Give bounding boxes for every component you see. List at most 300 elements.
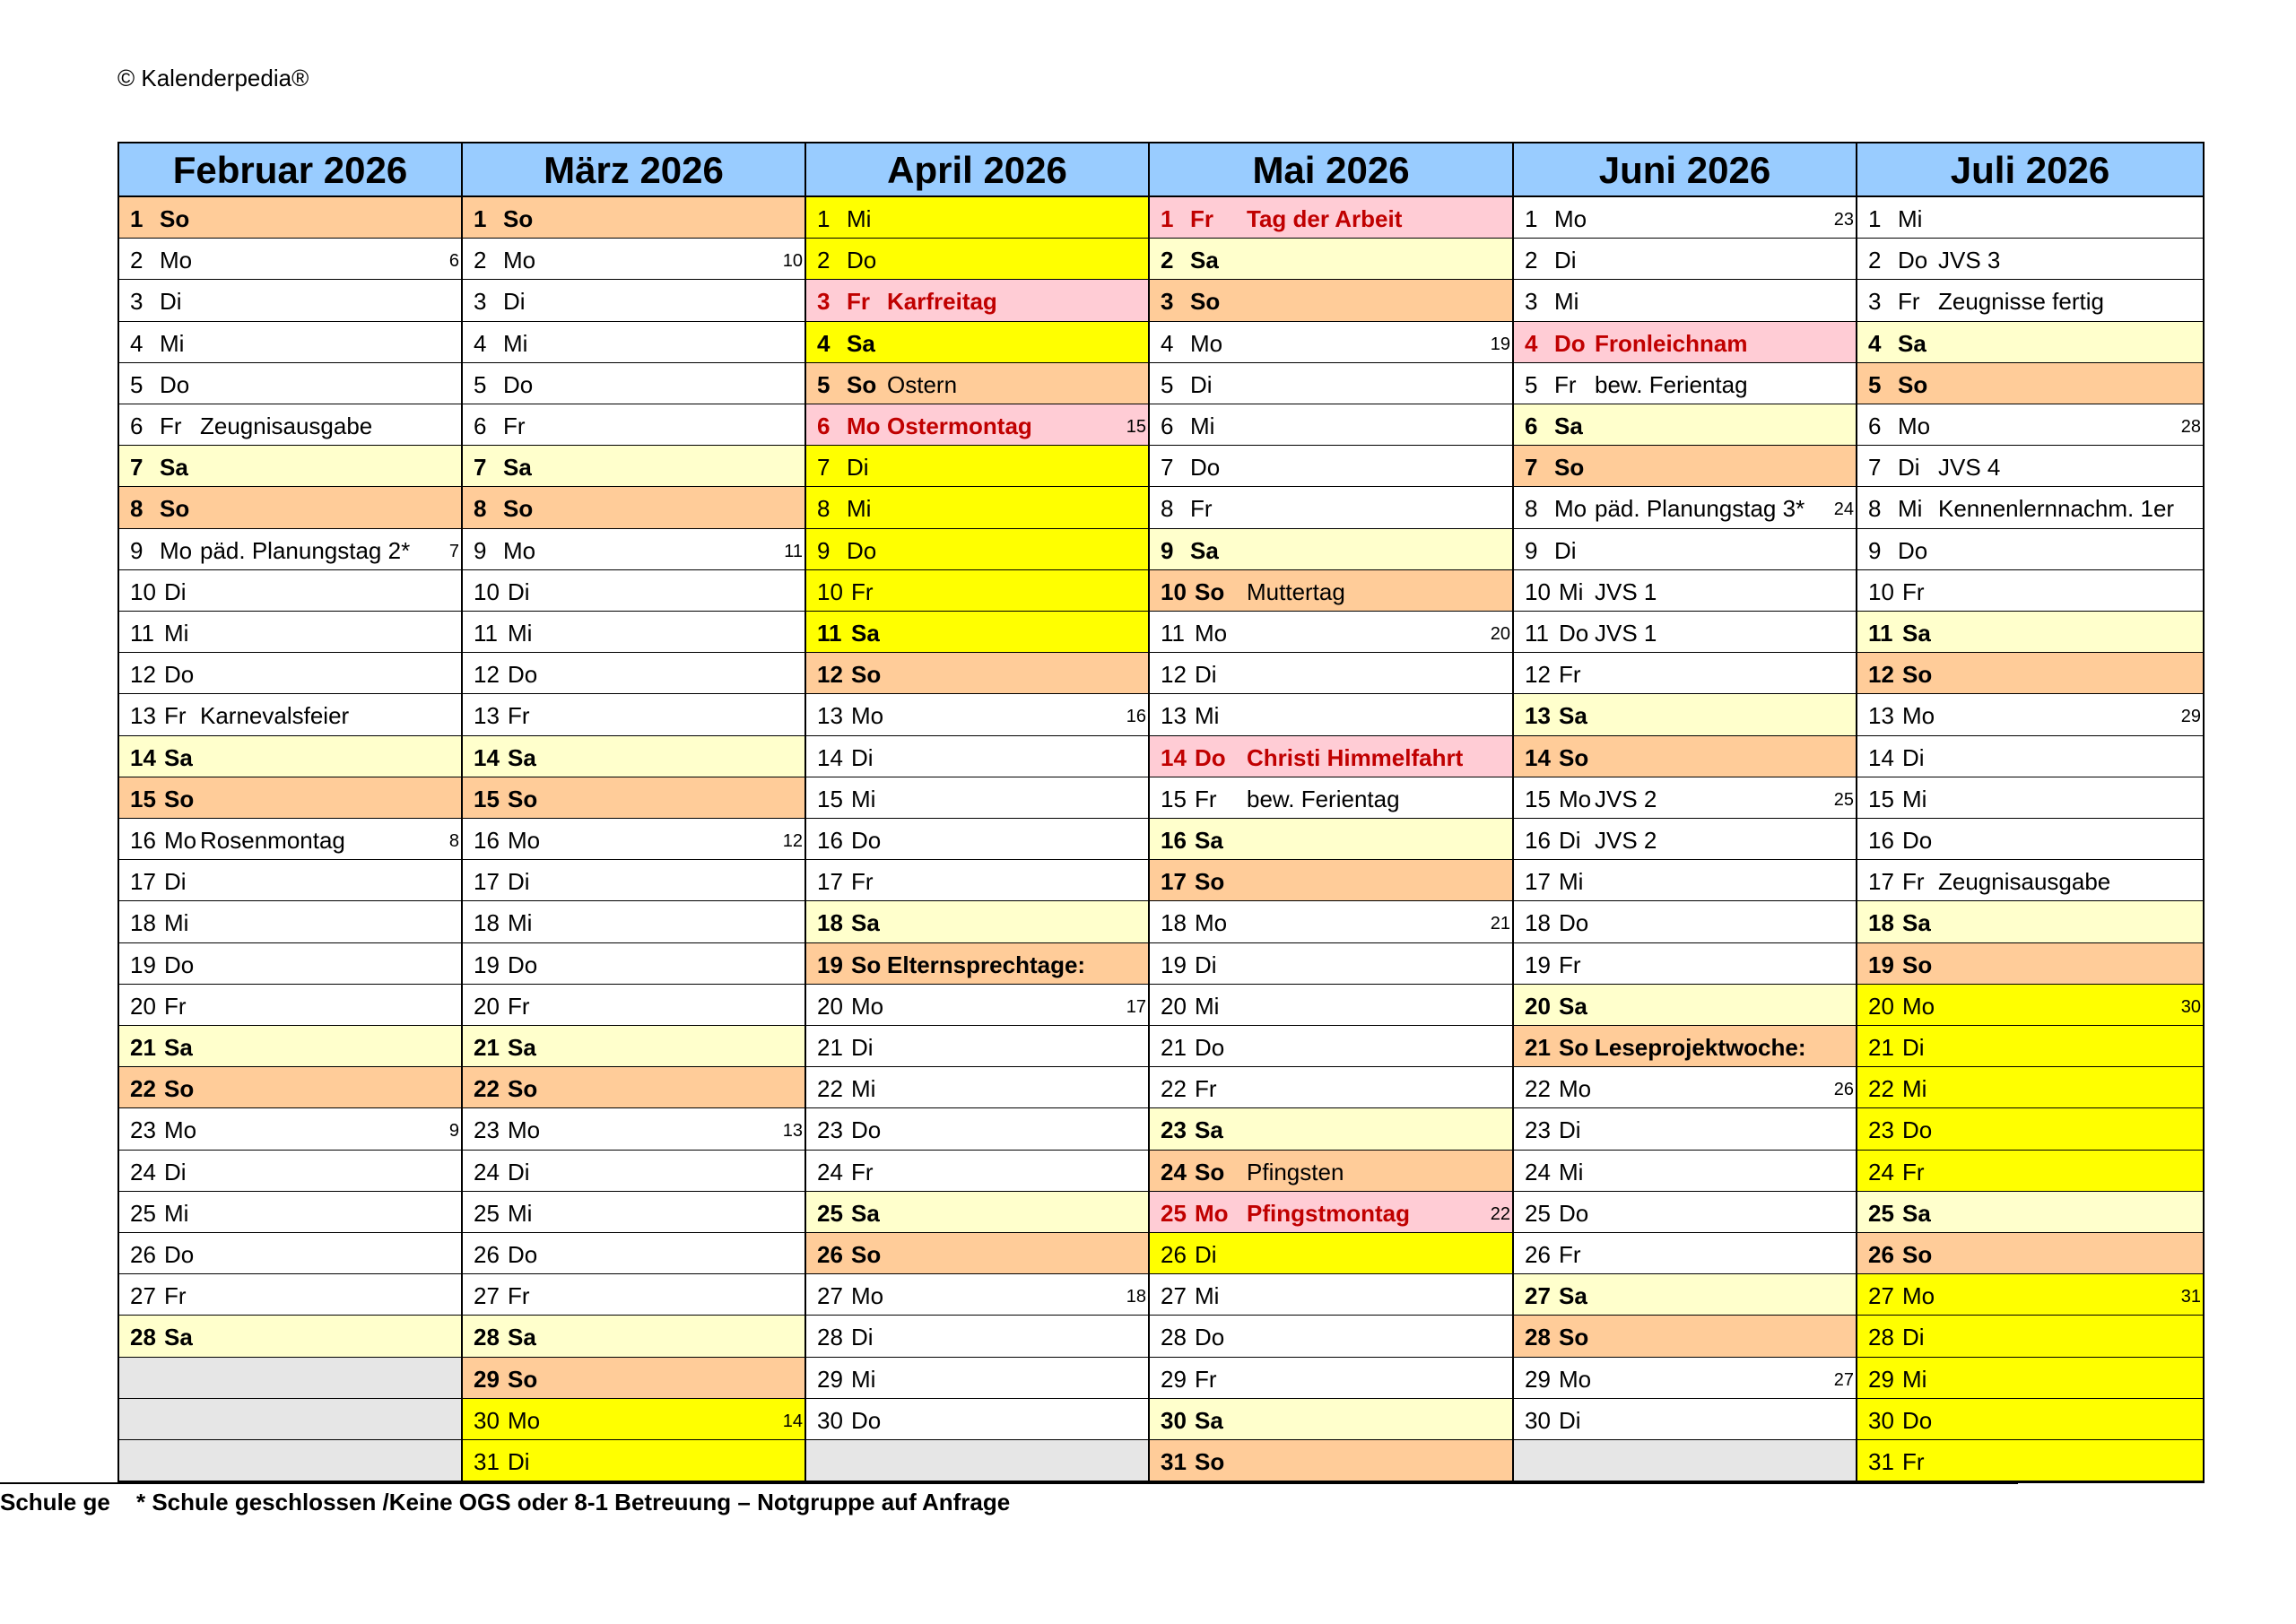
month-header: Februar 2026 [119, 143, 461, 197]
event-label: JVS 4 [1938, 454, 2001, 482]
week-number: 22 [1490, 1203, 1510, 1224]
day-cell [1150, 280, 1512, 321]
weekday-label: So [1559, 1324, 1589, 1351]
day-cell [463, 736, 804, 777]
day-number: 30 [474, 1406, 500, 1434]
day-number: 11 [130, 620, 154, 647]
day-number: 2 [474, 247, 487, 274]
day-number: 27 [1868, 1282, 1894, 1310]
weekday-label: Di [851, 1034, 874, 1061]
footer-divider [0, 1482, 2018, 1484]
weekday-label: Di [1902, 1034, 1925, 1061]
day-number: 30 [1525, 1406, 1551, 1434]
day-cell [1857, 1067, 2203, 1108]
weekday-label: Mo [1554, 495, 1587, 523]
day-number: 5 [817, 370, 831, 398]
weekday-label: Mo [1190, 329, 1223, 357]
day-cell [119, 446, 461, 487]
month-header: März 2026 [463, 143, 804, 197]
day-cell [119, 736, 461, 777]
day-cell [1857, 446, 2203, 487]
weekday-label: Fr [1902, 868, 1925, 896]
event-label: Karnevalsfeier [200, 702, 350, 730]
day-number: 21 [130, 1034, 156, 1061]
day-cell [1514, 529, 1856, 570]
day-cell [806, 322, 1148, 363]
day-number: 5 [474, 370, 487, 398]
day-number: 19 [1868, 951, 1894, 978]
day-number: 8 [1525, 495, 1538, 523]
event-label: Ostermontag [887, 413, 1032, 439]
day-cell [1150, 1108, 1512, 1150]
day-cell [463, 1192, 804, 1233]
month-column [806, 143, 1150, 1481]
event-label: JVS 1 [1595, 578, 1657, 605]
day-cell [1857, 363, 2203, 404]
day-number: 3 [1161, 288, 1174, 316]
weekday-label: Mo [851, 1282, 884, 1310]
day-cell [1857, 404, 2203, 446]
day-number: 22 [1161, 1075, 1187, 1103]
day-cell [463, 1151, 804, 1192]
footer-note: * Schule geschlossen /Keine OGS oder 8-1 Betreuung – Notgruppe auf Anfrage [136, 1489, 1011, 1515]
weekday-label: Fr [1195, 1365, 1217, 1393]
day-number: 22 [1868, 1075, 1894, 1103]
weekday-label: Mo [1898, 413, 1931, 439]
week-number: 26 [1833, 1080, 1854, 1100]
day-number: 4 [1161, 329, 1174, 357]
weekday-label: Sa [164, 743, 193, 771]
day-number: 29 [474, 1365, 500, 1393]
weekday-label: Mi [847, 495, 872, 523]
weekday-label: Fr [1559, 661, 1581, 689]
day-cell [1514, 322, 1856, 363]
day-number: 24 [1868, 1158, 1894, 1185]
day-number: 16 [1161, 827, 1187, 854]
day-cell [1150, 529, 1512, 570]
weekday-label: So [160, 495, 190, 523]
day-number: 23 [817, 1116, 843, 1144]
weekday-label: Sa [508, 1034, 536, 1061]
weekday-label: Do [847, 536, 877, 564]
day-cell [1857, 1399, 2203, 1440]
day-number: 18 [474, 909, 500, 937]
day-cell [463, 1108, 804, 1150]
day-cell [806, 1151, 1148, 1192]
weekday-label: Mi [1559, 578, 1584, 605]
day-cell [806, 1108, 1148, 1150]
day-number: 28 [1525, 1324, 1551, 1351]
day-cell [806, 736, 1148, 777]
weekday-label: Di [164, 578, 187, 605]
empty-cell [119, 1358, 461, 1399]
day-number: 11 [1525, 620, 1549, 647]
day-number: 20 [817, 992, 843, 1020]
day-number: 29 [1868, 1365, 1894, 1393]
day-number: 26 [130, 1241, 156, 1268]
weekday-label: Do [1195, 743, 1226, 771]
day-number: 28 [1868, 1324, 1894, 1351]
weekday-label: Do [1898, 247, 1928, 274]
day-number: 23 [1161, 1116, 1187, 1144]
day-cell [1150, 985, 1512, 1026]
weekday-label: So [1195, 1158, 1225, 1185]
day-number: 15 [1868, 785, 1894, 812]
day-number: 4 [130, 329, 144, 357]
weekday-label: Mi [164, 909, 189, 937]
day-number: 9 [474, 536, 487, 564]
day-number: 21 [817, 1034, 843, 1061]
weekday-label: Fr [503, 413, 526, 439]
weekday-label: Sa [851, 620, 880, 647]
day-number: 30 [1161, 1406, 1187, 1434]
weekday-label: Mi [1902, 1365, 1927, 1393]
day-number: 24 [1161, 1158, 1187, 1185]
day-cell [1514, 1399, 1856, 1440]
day-number: 6 [474, 413, 487, 439]
weekday-label: Do [1190, 454, 1221, 482]
day-number: 12 [1161, 661, 1187, 689]
day-number: 31 [1868, 1448, 1894, 1475]
day-number: 17 [1868, 868, 1894, 896]
day-number: 2 [1525, 247, 1538, 274]
weekday-label: So [503, 495, 534, 523]
weekday-label: Do [1559, 620, 1589, 647]
day-number: 7 [130, 454, 144, 482]
day-number: 25 [474, 1199, 500, 1227]
weekday-label: Fr [1902, 1448, 1925, 1475]
day-number: 1 [817, 205, 831, 232]
day-number: 30 [1868, 1406, 1894, 1434]
week-number: 9 [448, 1121, 459, 1142]
day-cell [1857, 487, 2203, 528]
event-label: JVS 2 [1595, 785, 1657, 812]
day-cell [1514, 404, 1856, 446]
weekday-label: So [1902, 661, 1933, 689]
day-cell [1514, 487, 1856, 528]
day-number: 6 [1868, 413, 1882, 439]
empty-cell [1514, 1440, 1856, 1481]
day-number: 11 [817, 620, 842, 647]
day-cell [1857, 1440, 2203, 1481]
weekday-label: Fr [164, 702, 187, 730]
weekday-label: Fr [851, 868, 874, 896]
day-cell [1857, 653, 2203, 694]
weekday-label: Do [1898, 536, 1928, 564]
day-number: 20 [474, 992, 500, 1020]
weekday-label: Fr [508, 1282, 530, 1310]
weekday-label: Di [164, 1158, 187, 1185]
day-cell [1514, 1358, 1856, 1399]
day-number: 14 [1525, 743, 1551, 771]
day-cell [1514, 901, 1856, 942]
day-cell [463, 819, 804, 860]
day-cell [1514, 1316, 1856, 1357]
weekday-label: Sa [1559, 992, 1587, 1020]
day-cell [1150, 736, 1512, 777]
day-number: 26 [1868, 1241, 1894, 1268]
day-number: 24 [130, 1158, 156, 1185]
day-number: 11 [474, 620, 498, 647]
day-cell [1514, 1274, 1856, 1316]
weekday-label: Do [164, 661, 195, 689]
day-number: 5 [1525, 370, 1538, 398]
weekday-label: Mo [164, 1116, 197, 1144]
weekday-label: Di [503, 288, 526, 316]
weekday-label: Mo [1902, 702, 1935, 730]
day-number: 3 [130, 288, 144, 316]
weekday-label: Do [164, 951, 195, 978]
day-cell [463, 860, 804, 901]
weekday-label: Sa [1195, 1406, 1223, 1434]
day-number: 12 [130, 661, 156, 689]
week-number: 6 [448, 251, 459, 272]
day-number: 22 [130, 1075, 156, 1103]
weekday-label: Do [1559, 1199, 1589, 1227]
day-number: 4 [817, 329, 831, 357]
weekday-label: Di [164, 868, 187, 896]
month-header: Juni 2026 [1514, 143, 1856, 197]
day-cell [119, 280, 461, 321]
day-number: 15 [817, 785, 843, 812]
weekday-label: So [164, 1075, 195, 1103]
day-cell [1514, 1026, 1856, 1067]
day-cell [1150, 901, 1512, 942]
weekday-label: So [508, 785, 538, 812]
day-cell [1857, 322, 2203, 363]
day-number: 27 [1525, 1282, 1551, 1310]
weekday-label: Mi [851, 785, 876, 812]
day-cell [806, 1026, 1148, 1067]
day-number: 18 [1868, 909, 1894, 937]
day-number: 19 [817, 951, 843, 978]
day-number: 25 [1525, 1199, 1551, 1227]
day-number: 13 [1525, 702, 1551, 730]
day-cell [119, 1108, 461, 1150]
day-number: 16 [130, 827, 156, 854]
day-number: 28 [474, 1324, 500, 1351]
weekday-label: So [851, 951, 882, 978]
weekday-label: Sa [508, 743, 536, 771]
day-number: 26 [1161, 1241, 1187, 1268]
day-number: 19 [1161, 951, 1187, 978]
day-number: 27 [474, 1282, 500, 1310]
day-cell [1150, 1151, 1512, 1192]
day-number: 17 [817, 868, 843, 896]
day-number: 10 [1525, 578, 1551, 605]
weekday-label: Sa [1190, 247, 1219, 274]
weekday-label: Mo [847, 413, 881, 439]
day-number: 23 [1525, 1116, 1551, 1144]
weekday-label: So [1902, 1241, 1933, 1268]
day-cell [119, 612, 461, 653]
empty-cell [119, 1440, 461, 1481]
weekday-label: Fr [1195, 785, 1217, 812]
day-number: 9 [817, 536, 831, 564]
empty-cell [119, 1399, 461, 1440]
week-number: 19 [1490, 334, 1510, 354]
day-number: 3 [817, 288, 831, 316]
day-cell [806, 1316, 1148, 1357]
day-number: 25 [817, 1199, 843, 1227]
copyright-text: © Kalenderpedia® [117, 65, 309, 91]
month-column [463, 143, 806, 1481]
week-number: 24 [1833, 499, 1854, 520]
day-cell [1150, 860, 1512, 901]
day-cell [806, 363, 1148, 404]
weekday-label: Sa [1554, 413, 1583, 439]
weekday-label: Do [1902, 827, 1933, 854]
day-cell [463, 446, 804, 487]
day-cell [1514, 1151, 1856, 1192]
day-number: 31 [1161, 1448, 1187, 1475]
day-cell [1857, 1026, 2203, 1067]
day-number: 20 [1525, 992, 1551, 1020]
day-cell [1150, 943, 1512, 985]
day-cell [463, 1233, 804, 1274]
weekday-label: Di [508, 578, 530, 605]
weekday-label: So [503, 205, 534, 232]
weekday-label: Mi [1559, 1158, 1584, 1185]
weekday-label: So [160, 205, 190, 232]
day-cell [1150, 570, 1512, 612]
weekday-label: Do [1902, 1116, 1933, 1144]
event-label: Ostern [887, 370, 958, 398]
weekday-label: Sa [160, 454, 188, 482]
day-cell [1857, 1192, 2203, 1233]
day-cell [806, 943, 1148, 985]
weekday-label: Mo [1559, 1075, 1592, 1103]
weekday-label: Mi [503, 329, 528, 357]
day-cell [1514, 943, 1856, 985]
day-cell [1150, 404, 1512, 446]
day-cell [463, 1067, 804, 1108]
day-number: 18 [1161, 909, 1187, 937]
day-cell [119, 487, 461, 528]
week-number: 16 [1126, 707, 1146, 727]
day-number: 5 [1161, 370, 1174, 398]
weekday-label: Di [1902, 1324, 1925, 1351]
event-label: Elternsprechtage: [887, 951, 1086, 978]
event-label: Leseprojektwoche: [1595, 1034, 1806, 1061]
weekday-label: Fr [851, 1158, 874, 1185]
weekday-label: Sa [164, 1034, 193, 1061]
day-number: 22 [1525, 1075, 1551, 1103]
day-cell [119, 901, 461, 942]
day-cell [1857, 1316, 2203, 1357]
day-number: 6 [1525, 413, 1538, 439]
event-label: Zeugnisse fertig [1938, 288, 2104, 316]
day-number: 20 [130, 992, 156, 1020]
day-cell [119, 197, 461, 239]
day-cell [1857, 1274, 2203, 1316]
day-cell [1150, 487, 1512, 528]
day-cell [1150, 1233, 1512, 1274]
event-label: Pfingsten [1247, 1158, 1344, 1185]
day-number: 7 [474, 454, 487, 482]
day-cell [119, 653, 461, 694]
day-number: 23 [130, 1116, 156, 1144]
weekday-label: Fr [1898, 288, 1920, 316]
day-cell [463, 653, 804, 694]
day-number: 23 [474, 1116, 500, 1144]
weekday-label: Mo [508, 827, 541, 854]
weekday-label: Mo [508, 1116, 541, 1144]
weekday-label: Fr [1195, 1075, 1217, 1103]
weekday-label: Mi [1898, 495, 1923, 523]
weekday-label: Do [1195, 1034, 1225, 1061]
day-cell [463, 280, 804, 321]
day-number: 26 [817, 1241, 843, 1268]
day-cell [119, 943, 461, 985]
weekday-label: Sa [847, 329, 875, 357]
day-cell [806, 446, 1148, 487]
day-number: 7 [1868, 454, 1882, 482]
weekday-label: Fr [1559, 1241, 1581, 1268]
day-number: 6 [1161, 413, 1174, 439]
day-cell [1857, 570, 2203, 612]
day-cell [119, 363, 461, 404]
day-number: 21 [474, 1034, 500, 1061]
day-number: 24 [1525, 1158, 1551, 1185]
day-cell [1150, 1067, 1512, 1108]
weekday-label: Sa [851, 1199, 880, 1227]
weekday-label: Mi [164, 1199, 189, 1227]
day-cell [1514, 736, 1856, 777]
weekday-label: Mo [1195, 1199, 1229, 1227]
day-number: 2 [130, 247, 144, 274]
day-number: 29 [817, 1365, 843, 1393]
day-cell [119, 819, 461, 860]
empty-cell [806, 1440, 1148, 1481]
day-cell [1857, 612, 2203, 653]
day-cell [1150, 1026, 1512, 1067]
event-label: JVS 2 [1595, 827, 1657, 854]
day-cell [463, 1274, 804, 1316]
day-cell [1514, 280, 1856, 321]
day-number: 13 [817, 702, 843, 730]
weekday-label: Mi [1559, 868, 1584, 896]
day-number: 16 [1868, 827, 1894, 854]
week-number: 17 [1126, 996, 1146, 1017]
event-label: bew. Ferientag [1247, 785, 1400, 812]
day-number: 11 [1161, 620, 1185, 647]
day-cell [1150, 446, 1512, 487]
weekday-label: Mi [508, 1199, 533, 1227]
weekday-label: Mi [1190, 413, 1215, 439]
day-cell [806, 529, 1148, 570]
day-cell [1514, 694, 1856, 735]
day-number: 16 [1525, 827, 1551, 854]
day-number: 27 [1161, 1282, 1187, 1310]
weekday-label: Di [1559, 1116, 1581, 1144]
weekday-label: Mo [1559, 1365, 1592, 1393]
weekday-label: Do [1195, 1324, 1225, 1351]
day-number: 9 [1868, 536, 1882, 564]
day-number: 3 [1525, 288, 1538, 316]
day-number: 19 [1525, 951, 1551, 978]
event-label: Rosenmontag [200, 827, 345, 854]
week-number: 18 [1126, 1287, 1146, 1307]
weekday-label: Fr [164, 992, 187, 1020]
week-number: 21 [1490, 914, 1510, 934]
week-number: 15 [1126, 417, 1146, 437]
weekday-label: So [851, 1241, 882, 1268]
day-number: 2 [1868, 247, 1882, 274]
weekday-label: Do [851, 827, 882, 854]
day-number: 28 [817, 1324, 843, 1351]
weekday-label: Di [1559, 1406, 1581, 1434]
